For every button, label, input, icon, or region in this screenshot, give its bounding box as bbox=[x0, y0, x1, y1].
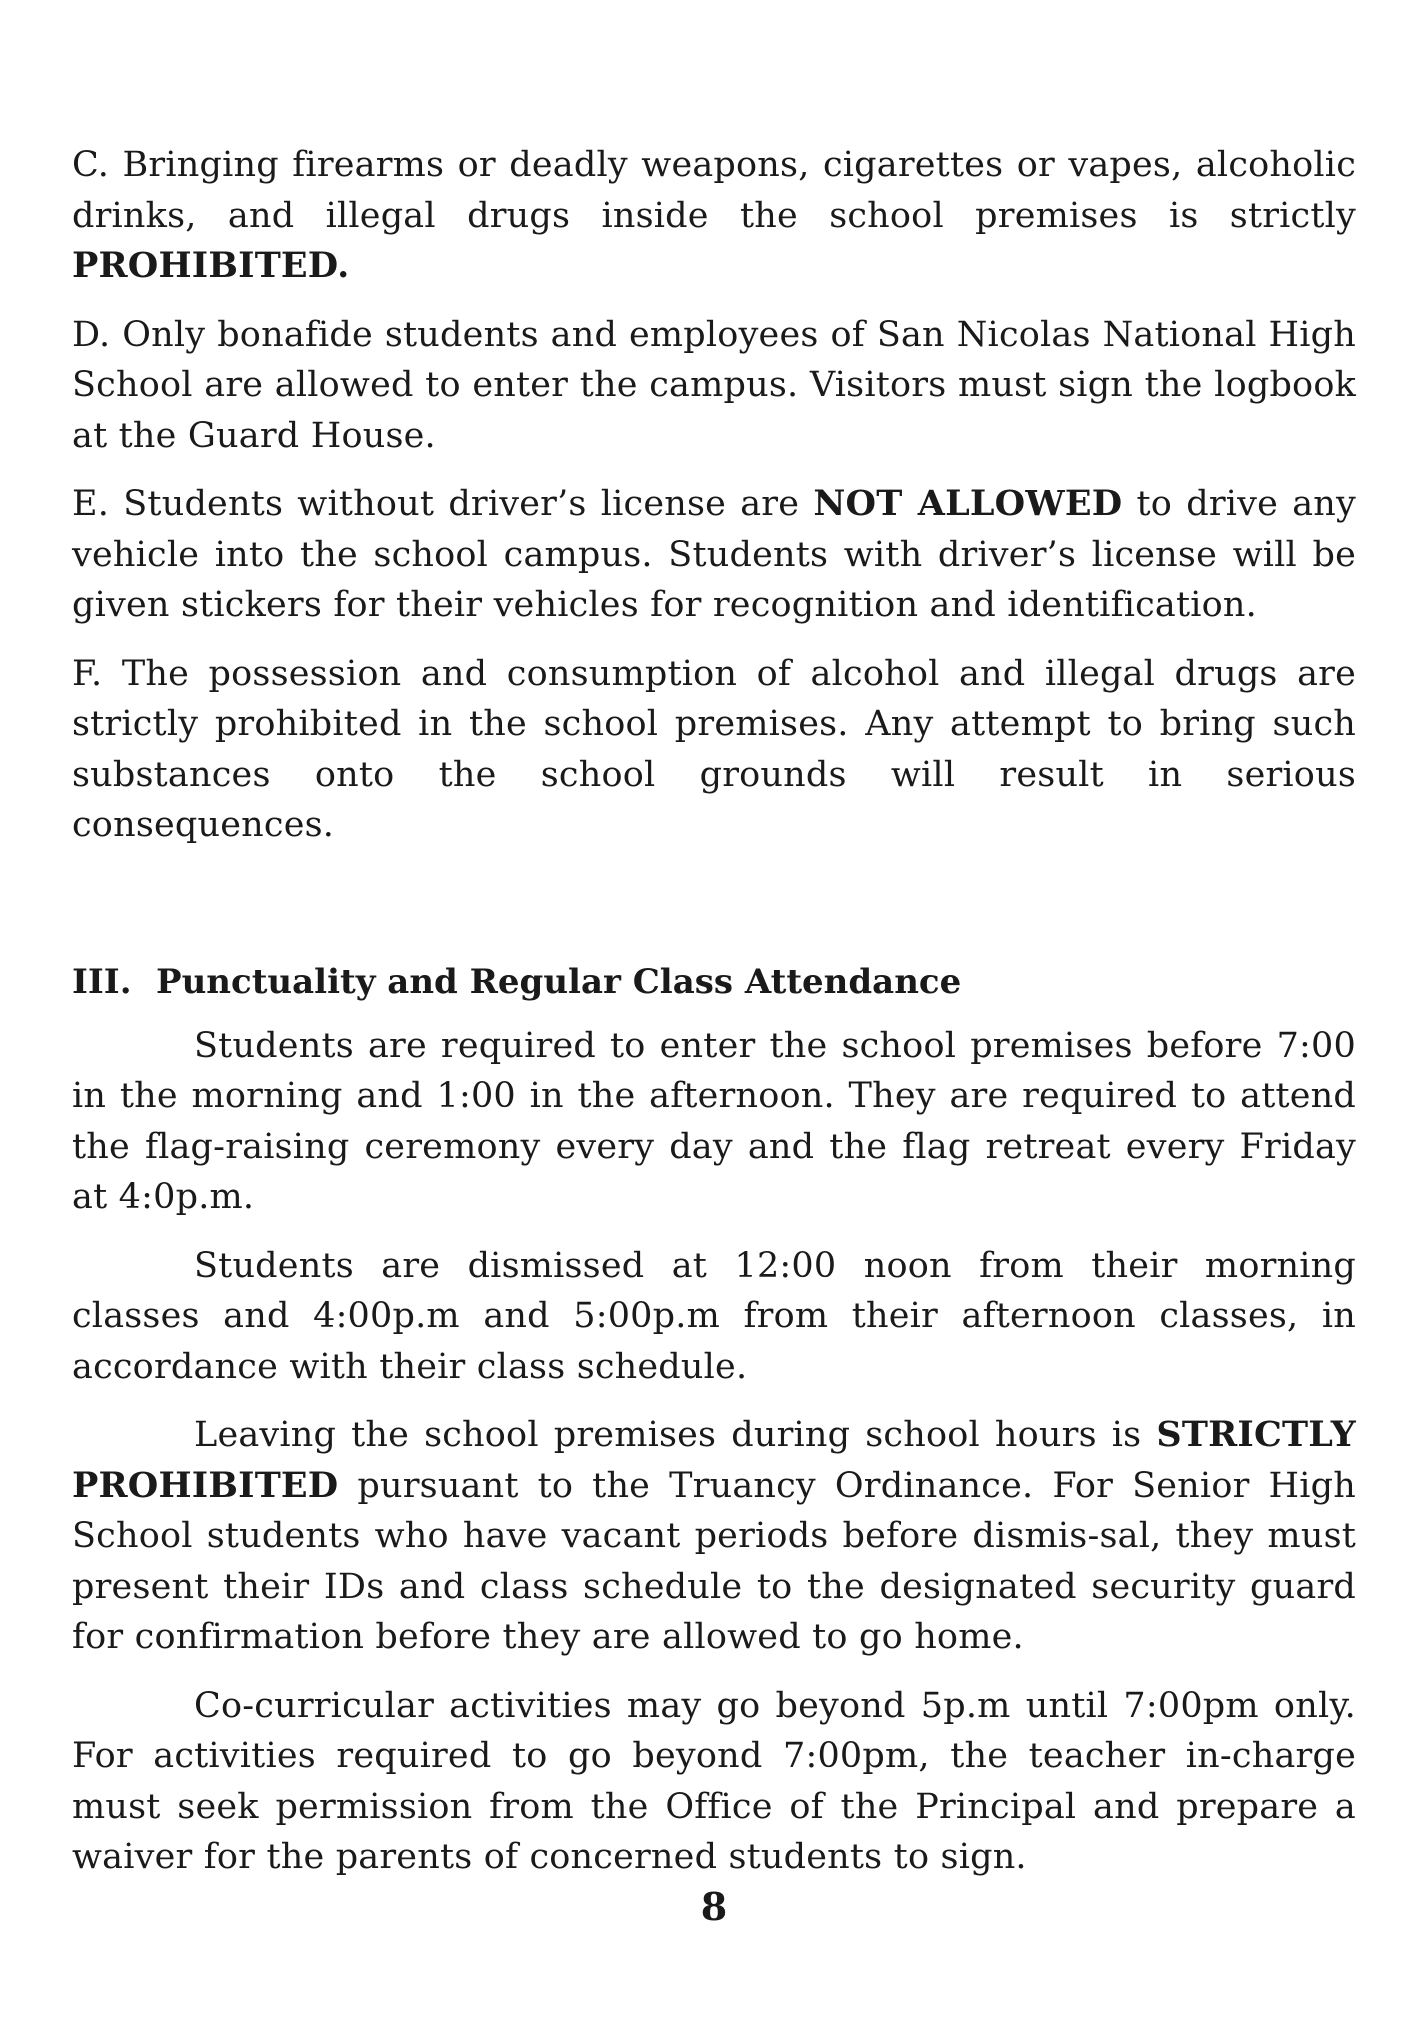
rule-e-paragraph bbox=[72, 479, 1356, 631]
attendance-paragraph-1: Students are required to enter the school premises before 7:00 in the morning and 1:00 in the afternoon. They are required to attend the flag-raising ceremony every day and the flag retreat every Friday at 4:0p.m. bbox=[72, 1025, 1356, 1217]
rule-c-paragraph bbox=[72, 140, 1356, 292]
document-page bbox=[72, 140, 1356, 1901]
attendance-paragraph-4: Co-curricular activities may go beyond 5p.m until 7:00pm only. For activities required to go beyond 7:00pm, the teacher in-charge must seek permission from the Office of the Principal and prepare a waiver for the parents of concerned students to sign. bbox=[72, 1685, 1356, 1877]
rule-f-paragraph: F. The possession and consumption of alcohol and illegal drugs are strictly prohibited in the school premises. Any attempt to bring such substances onto the school grounds will result in serious consequences. bbox=[72, 653, 1356, 845]
attendance-paragraph-2: Students are dismissed at 12:00 noon from their morning classes and 4:00p.m and 5:00p.m from their afternoon classes, in accordance with their class schedule. bbox=[72, 1245, 1356, 1387]
rule-c-text: C. Bringing firearms or deadly weapons, cigarettes or vapes, alcoholic drinks, and illegal drugs inside the school premises is strictly bbox=[72, 145, 1356, 236]
rule-d-paragraph: D. Only bonafide students and employees of San Nicolas National High School are allowed to enter the campus. Visitors must sign the logbook at the Guard House. bbox=[72, 314, 1356, 456]
section-number: III. bbox=[72, 961, 132, 1002]
attendance-p3-text-after: pursuant to the Truancy Ordinance. For Senior High School students who have vacant periods before dismis-sal, they must present their IDs and class schedule to the designated security guard for confirmation before they are allowed to go home. bbox=[72, 1465, 1356, 1657]
section-heading bbox=[72, 957, 1356, 1007]
attendance-p3-emphasis: STRICTLY PROHIBITED bbox=[72, 1414, 1356, 1506]
rule-e-text-before: E. Students without driver’s license are bbox=[72, 484, 814, 524]
page-number: 8 bbox=[700, 1884, 728, 1929]
rule-e-emphasis: NOT ALLOWED bbox=[813, 483, 1123, 524]
rule-c-emphasis: PROHIBITED. bbox=[72, 245, 350, 286]
attendance-paragraph-3 bbox=[72, 1410, 1356, 1663]
section-title: Punctuality and Regular Class Attendance bbox=[156, 961, 962, 1002]
attendance-p3-text-before: Leaving the school premises during school hours is bbox=[194, 1415, 1157, 1455]
rule-e-text-after: to drive any vehicle into the school campus. Students with driver’s license will be given stickers for their vehicles for recognition and identification. bbox=[72, 484, 1356, 625]
